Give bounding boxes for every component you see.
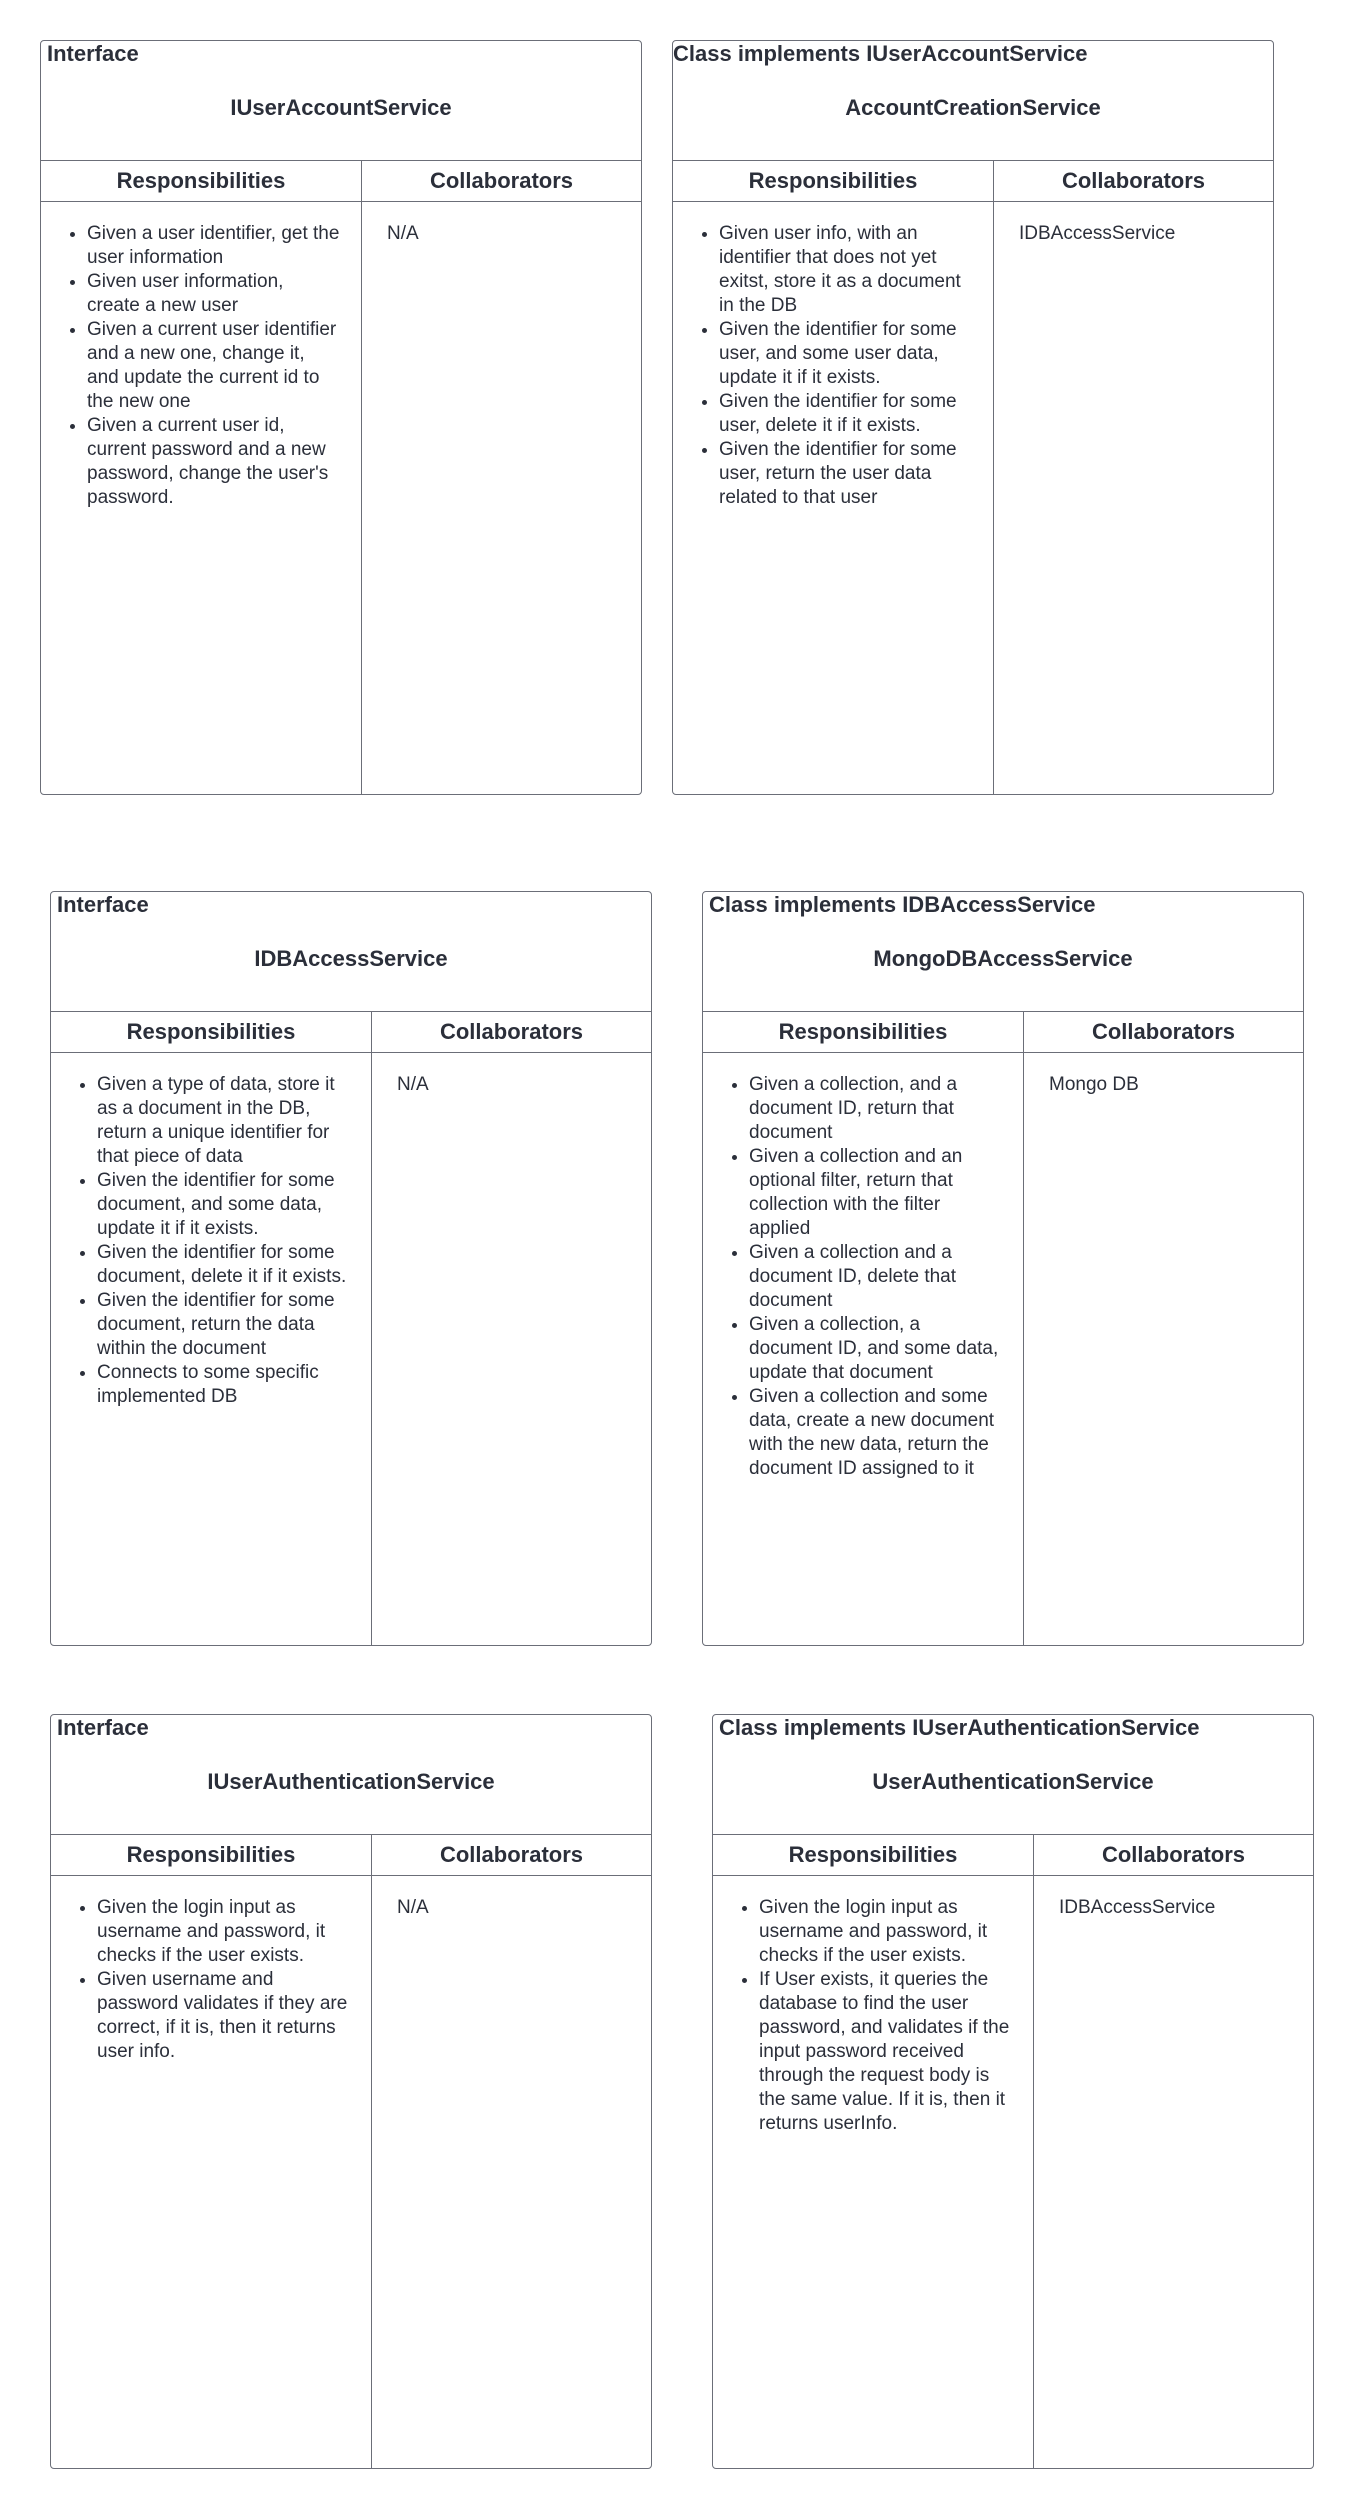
responsibility-item: • Given a type of data, store it as a document in the DB, return a unique identifier for that piece of data <box>97 1073 351 1169</box>
card-kind-label: Interface <box>47 41 139 66</box>
header-divider <box>41 160 641 161</box>
card-kind-label: Class implements IUserAccountService <box>673 41 1088 66</box>
header-divider <box>51 1011 651 1012</box>
responsibility-item: • Given a collection and an optional filter, return that collection with the filter applied <box>749 1145 1003 1241</box>
card-title: IUserAuthenticationService <box>207 1769 495 1794</box>
collaborators-header: Collaborators <box>1061 168 1206 193</box>
responsibility-item: • Given a user identifier, get the user information <box>87 222 341 270</box>
column-header-divider <box>51 1875 651 1876</box>
responsibility-item: • Given username and password validates if they are correct, if it is, then it returns user info. <box>97 1968 351 2064</box>
column-header-divider <box>41 201 641 202</box>
collaborators-value: IDBAccessService <box>1019 223 1176 244</box>
responsibility-item: • Given a current user id, current password and a new password, change the user's password. <box>87 414 341 510</box>
responsibility-item: • Given a collection and some data, create a new document with the new data, return the document ID assigned to it <box>749 1385 1003 1481</box>
header-divider <box>703 1011 1303 1012</box>
responsibility-item: • Given the identifier for some document, return the data within the document <box>97 1289 351 1361</box>
crc-card-iuseraccountservice <box>40 40 642 795</box>
responsibility-item: • Given the identifier for some document, and some data, update it if it exists. <box>97 1169 351 1241</box>
responsibilities-list <box>81 1073 351 1409</box>
column-header-divider <box>673 201 1273 202</box>
collaborators-value: N/A <box>397 1074 429 1095</box>
crc-card-userauthenticationservice <box>712 1714 1314 2469</box>
crc-card-accountcreationservice <box>672 40 1274 795</box>
responsibilities-list <box>703 222 973 510</box>
responsibilities-header: Responsibilities <box>126 1019 296 1044</box>
responsibilities-header: Responsibilities <box>126 1842 296 1867</box>
collaborators-value: Mongo DB <box>1049 1074 1139 1095</box>
responsibility-item: • Given user info, with an identifier that does not yet exitst, store it as a document in the DB <box>719 222 973 318</box>
responsibility-item: • Given a collection, a document ID, and some data, update that document <box>749 1313 1003 1385</box>
responsibilities-header: Responsibilities <box>748 168 918 193</box>
header-divider <box>713 1834 1313 1835</box>
responsibility-item: • Given the identifier for some user, and some user data, update it if it exists. <box>719 318 973 390</box>
column-header-divider <box>703 1052 1303 1053</box>
crc-card-idbaccessservice <box>50 891 652 1646</box>
collaborators-header: Collaborators <box>439 1842 584 1867</box>
responsibility-item: • Given the identifier for some document, delete it if it exists. <box>97 1241 351 1289</box>
responsibilities-list <box>743 1896 1013 2136</box>
card-title: AccountCreationService <box>845 95 1101 120</box>
card-title: UserAuthenticationService <box>872 1769 1154 1794</box>
card-title: MongoDBAccessService <box>873 946 1133 971</box>
column-divider <box>361 160 362 794</box>
header-divider <box>51 1834 651 1835</box>
card-kind-label: Interface <box>57 1715 149 1740</box>
collaborators-header: Collaborators <box>1101 1842 1246 1867</box>
responsibilities-list <box>81 1896 351 2064</box>
collaborators-header: Collaborators <box>439 1019 584 1044</box>
responsibilities-list <box>733 1073 1003 1481</box>
card-kind-label: Interface <box>57 892 149 917</box>
column-divider <box>1033 1834 1034 2468</box>
responsibility-item: • Given a collection, and a document ID, return that document <box>749 1073 1003 1145</box>
collaborators-value: N/A <box>397 1897 429 1918</box>
card-title: IUserAccountService <box>230 95 452 120</box>
responsibility-item: • Given the identifier for some user, return the user data related to that user <box>719 438 973 510</box>
card-kind-label: Class implements IUserAuthenticationService <box>719 1715 1200 1740</box>
column-header-divider <box>51 1052 651 1053</box>
column-divider <box>371 1834 372 2468</box>
responsibility-item: • Given a current user identifier and a new one, change it, and update the current id to the new one <box>87 318 341 414</box>
collaborators-value: IDBAccessService <box>1059 1897 1216 1918</box>
column-divider <box>993 160 994 794</box>
responsibilities-header: Responsibilities <box>788 1842 958 1867</box>
crc-card-mongodbaccessservice <box>702 891 1304 1646</box>
responsibilities-header: Responsibilities <box>778 1019 948 1044</box>
header-divider <box>673 160 1273 161</box>
collaborators-header: Collaborators <box>1091 1019 1236 1044</box>
crc-card-iuserauthenticationservice <box>50 1714 652 2469</box>
column-divider <box>371 1011 372 1645</box>
responsibility-item: • Given user information, create a new user <box>87 270 341 318</box>
column-header-divider <box>713 1875 1313 1876</box>
responsibilities-header: Responsibilities <box>116 168 286 193</box>
responsibility-item: • Given the login input as username and password, it checks if the user exists. <box>97 1896 351 1968</box>
collaborators-value: N/A <box>387 223 419 244</box>
card-title: IDBAccessService <box>254 946 448 971</box>
collaborators-header: Collaborators <box>429 168 574 193</box>
responsibility-item: • If User exists, it queries the database to find the user password, and validates if the input password received through the request body is the same value. If it is, then it returns userInfo. <box>759 1968 1013 2136</box>
column-divider <box>1023 1011 1024 1645</box>
responsibility-item: • Given a collection and a document ID, delete that document <box>749 1241 1003 1313</box>
responsibility-item: • Given the identifier for some user, delete it if it exists. <box>719 390 973 438</box>
responsibility-item: • Connects to some specific implemented DB <box>97 1361 351 1409</box>
responsibilities-list <box>71 222 341 510</box>
responsibility-item: • Given the login input as username and password, it checks if the user exists. <box>759 1896 1013 1968</box>
card-kind-label: Class implements IDBAccessService <box>709 892 1096 917</box>
